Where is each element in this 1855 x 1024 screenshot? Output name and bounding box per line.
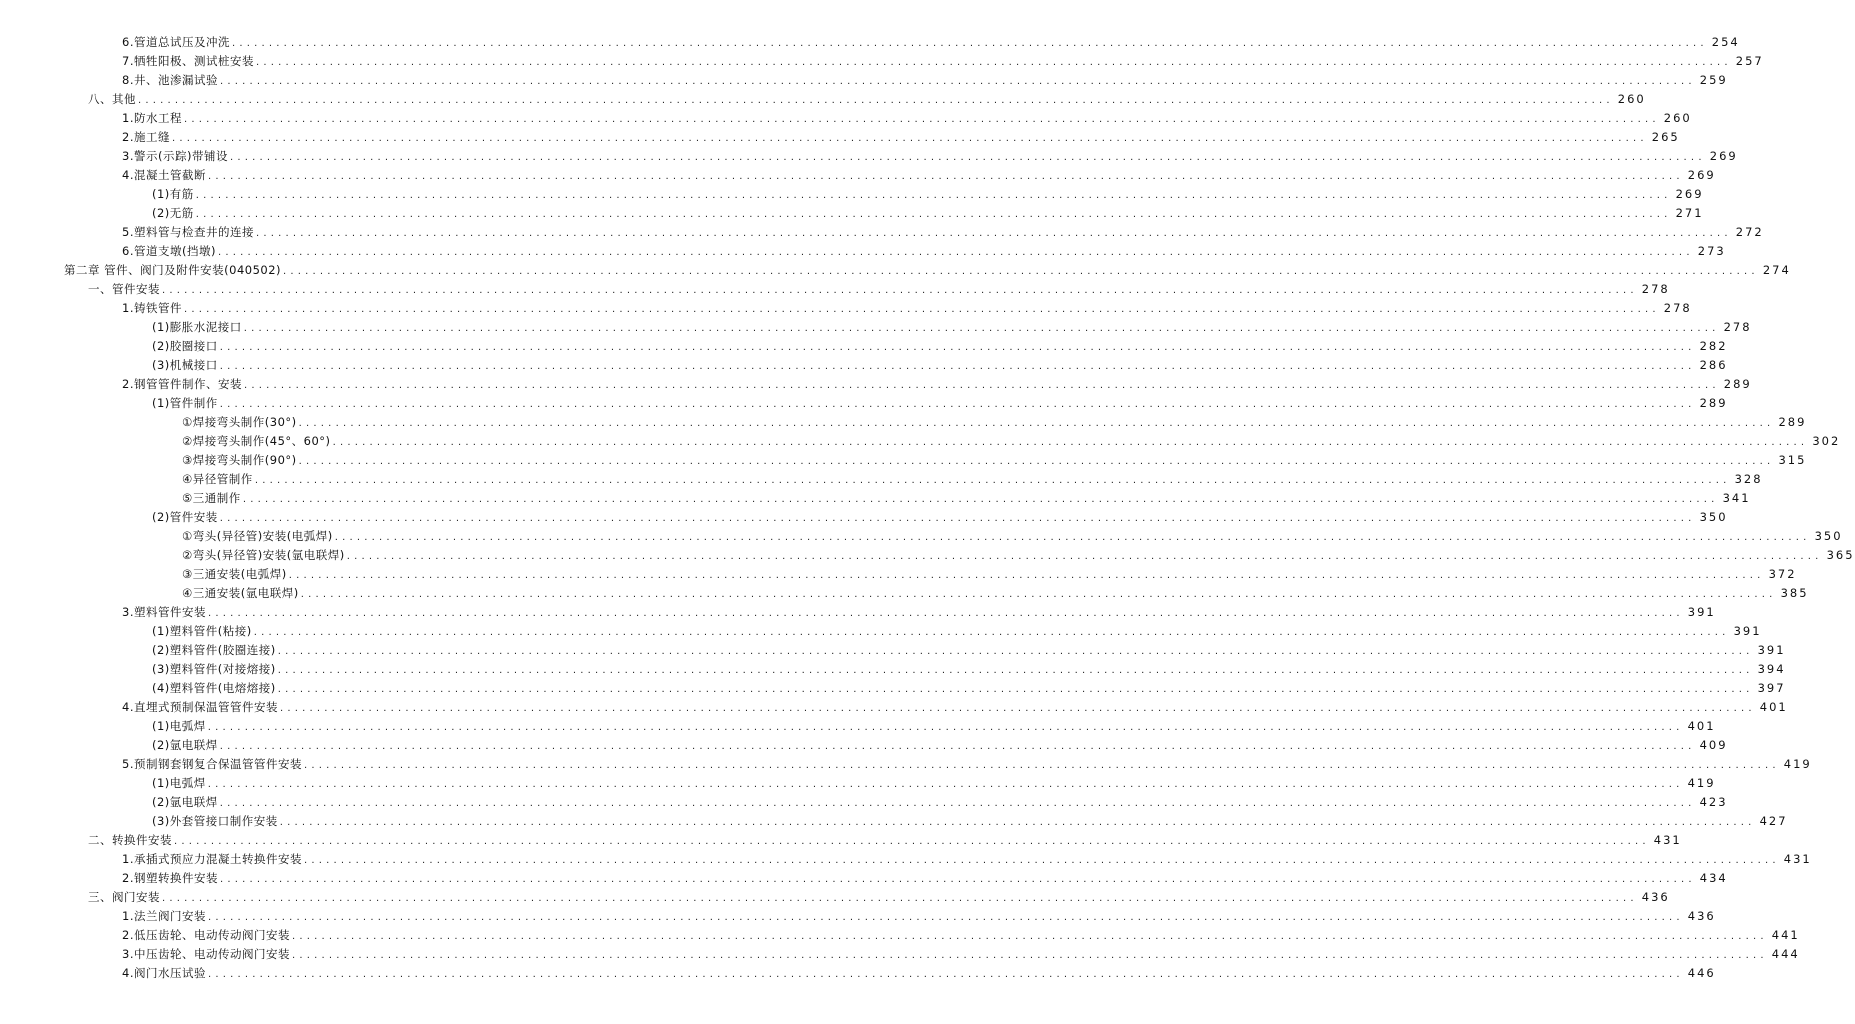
toc-entry[interactable] (0, 584, 1809, 603)
toc-entry-title: ②焊接弯头制作(45°、60°) (182, 434, 331, 448)
toc-leader-dots: ........................................................................................................................................................................................................ (254, 475, 1731, 486)
toc-entry[interactable] (0, 869, 1728, 888)
toc-entry[interactable] (0, 717, 1716, 736)
toc-page-number: 260 (1663, 111, 1692, 125)
toc-page-number: 315 (1778, 453, 1807, 467)
toc-page-number: 254 (1711, 35, 1740, 49)
toc-leader-dots: ........................................................................................................................................................................................................ (242, 494, 1719, 505)
toc-entry[interactable] (0, 641, 1786, 660)
toc-entry-title: 一、管件安装 (88, 282, 160, 296)
toc-leader-dots: ........................................................................................................................................................................................................ (219, 513, 1696, 524)
toc-entry[interactable] (0, 261, 1791, 280)
toc-page-number: 391 (1687, 605, 1716, 619)
toc-leader-dots: ........................................................................................................................................................................................................ (219, 361, 1696, 372)
toc-page-number: 365 (1826, 548, 1855, 562)
toc-entry-title: ④异径管制作 (182, 472, 253, 486)
toc-leader-dots: ........................................................................................................................................................................................................ (162, 893, 1638, 904)
toc-leader-dots: ........................................................................................................................................................................................................ (303, 760, 1780, 771)
toc-page-number: 265 (1651, 130, 1680, 144)
toc-leader-dots: ........................................................................................................................................................................................................ (219, 798, 1696, 809)
toc-leader-dots: ........................................................................................................................................................................................................ (255, 228, 1732, 239)
toc-page-number: 431 (1653, 833, 1682, 847)
toc-entry-title: 2.低压齿轮、电动传动阀门安装 (122, 928, 290, 942)
toc-leader-dots: ........................................................................................................................................................................................................ (291, 950, 1768, 961)
toc-page-number: 391 (1757, 643, 1786, 657)
toc-page-number: 419 (1783, 757, 1812, 771)
toc-entry[interactable] (0, 242, 1726, 261)
toc-leader-dots: ........................................................................................................................................................................................................ (183, 114, 1660, 125)
toc-entry[interactable] (0, 603, 1716, 622)
toc-leader-dots: ........................................................................................................................................................................................................ (207, 779, 1684, 790)
toc-entry-title: ③焊接弯头制作(90°) (182, 453, 297, 467)
toc-page-number: 282 (1699, 339, 1728, 353)
toc-page-number: 272 (1735, 225, 1764, 239)
toc-entry-title: (1)电弧焊 (152, 776, 206, 790)
toc-entry-title: 2.施工缝 (122, 130, 170, 144)
toc-leader-dots: ........................................................................................................................................................................................................ (277, 646, 1754, 657)
toc-entry-title: 4.直埋式预制保温管管件安装 (122, 700, 278, 714)
toc-entry-title: ①焊接弯头制作(30°) (182, 415, 297, 429)
toc-entry[interactable] (0, 489, 1751, 508)
toc-entry[interactable] (0, 128, 1680, 147)
toc-leader-dots: ........................................................................................................................................................................................................ (207, 912, 1684, 923)
toc-page-number: 401 (1759, 700, 1788, 714)
toc-page-number: 289 (1723, 377, 1752, 391)
toc-page-number: 278 (1723, 320, 1752, 334)
toc-leader-dots: ........................................................................................................................................................................................................ (346, 551, 1823, 562)
toc-entry[interactable] (0, 109, 1692, 128)
toc-entry[interactable] (0, 394, 1728, 413)
toc-entry[interactable] (0, 375, 1752, 394)
toc-page-number: 271 (1675, 206, 1704, 220)
toc-leader-dots: ........................................................................................................................................................................................................ (219, 874, 1696, 885)
toc-page-number: 328 (1734, 472, 1763, 486)
toc-page-number: 436 (1641, 890, 1670, 904)
toc-leader-dots: ........................................................................................................................................................................................................ (207, 608, 1684, 619)
toc-page-number: 257 (1735, 54, 1764, 68)
toc-leader-dots: ........................................................................................................................................................................................................ (277, 665, 1754, 676)
toc-entry[interactable] (0, 964, 1716, 983)
toc-entry[interactable] (0, 299, 1692, 318)
toc-page-number: 436 (1687, 909, 1716, 923)
toc-entry-title: 3.警示(示踪)带铺设 (122, 149, 228, 163)
toc-entry[interactable] (0, 204, 1704, 223)
toc-entry-title: ②弯头(异径管)安装(氩电联焊) (182, 548, 345, 562)
toc-entry-title: (3)塑料管件(对接熔接) (152, 662, 276, 676)
toc-page-number: 278 (1663, 301, 1692, 315)
toc-leader-dots: ........................................................................................................................................................................................................ (288, 570, 1765, 581)
toc-entry[interactable] (0, 33, 1740, 52)
toc-entry-title: ④三通安装(氩电联焊) (182, 586, 299, 600)
toc-entry-title: (2)胶圈接口 (152, 339, 218, 353)
toc-leader-dots: ........................................................................................................................................................................................................ (138, 95, 1614, 106)
toc-entry-title: 7.牺牲阳极、测试桩安装 (122, 54, 254, 68)
toc-page-number: 269 (1675, 187, 1704, 201)
toc-entry[interactable] (0, 223, 1764, 242)
toc-entry[interactable] (0, 888, 1670, 907)
toc-entry-title: 6.管道总试压及冲洗 (122, 35, 230, 49)
toc-entry-title: (3)机械接口 (152, 358, 218, 372)
toc-entry-title: (1)塑料管件(粘接) (152, 624, 252, 638)
toc-page-number: 434 (1699, 871, 1728, 885)
toc-leader-dots: ........................................................................................................................................................................................................ (183, 304, 1660, 315)
toc-entry[interactable] (0, 812, 1788, 831)
toc-entry-title: (1)电弧焊 (152, 719, 206, 733)
toc-entry-title: (2)氩电联焊 (152, 795, 218, 809)
toc-entry-title: 3.塑料管件安装 (122, 605, 206, 619)
toc-page-number: 289 (1699, 396, 1728, 410)
toc-page-number: 372 (1768, 567, 1797, 581)
toc-leader-dots: ........................................................................................................................................................................................................ (195, 190, 1672, 201)
toc-page-number: 391 (1733, 624, 1762, 638)
table-of-contents (0, 33, 1855, 983)
toc-entry-title: 1.铸铁管件 (122, 301, 182, 315)
toc-entry-title: 4.混凝土管截断 (122, 168, 206, 182)
toc-page-number: 278 (1641, 282, 1670, 296)
toc-page-number: 409 (1699, 738, 1728, 752)
toc-entry[interactable] (0, 850, 1812, 869)
toc-entry[interactable] (0, 508, 1728, 527)
toc-leader-dots: ........................................................................................................................................................................................................ (283, 266, 1759, 277)
toc-page-number: 397 (1757, 681, 1786, 695)
toc-leader-dots: ........................................................................................................................................................................................................ (279, 817, 1756, 828)
toc-entry-title: 1.法兰阀门安装 (122, 909, 206, 923)
toc-entry[interactable] (0, 147, 1738, 166)
toc-entry-title: (2)塑料管件(胶圈连接) (152, 643, 276, 657)
toc-page-number: 394 (1757, 662, 1786, 676)
toc-entry-title: 5.塑料管与检查井的连接 (122, 225, 254, 239)
toc-page-number: 423 (1699, 795, 1728, 809)
toc-entry-title: (1)膨胀水泥接口 (152, 320, 242, 334)
toc-leader-dots: ........................................................................................................................................................................................................ (207, 722, 1684, 733)
toc-leader-dots: ........................................................................................................................................................................................................ (229, 152, 1706, 163)
toc-leader-dots: ........................................................................................................................................................................................................ (277, 684, 1754, 695)
toc-leader-dots: ........................................................................................................................................................................................................ (219, 399, 1696, 410)
toc-entry-title: ①弯头(异径管)安装(电弧焊) (182, 529, 333, 543)
toc-entry-title: ③三通安装(电弧焊) (182, 567, 287, 581)
toc-entry-title: 6.管道支墩(挡墩) (122, 244, 216, 258)
toc-leader-dots: ........................................................................................................................................................................................................ (243, 323, 1720, 334)
toc-leader-dots: ........................................................................................................................................................................................................ (253, 627, 1730, 638)
toc-entry-title: 八、其他 (88, 92, 136, 106)
toc-page-number: 269 (1709, 149, 1738, 163)
toc-entry-title: (1)有筋 (152, 187, 194, 201)
toc-page-number: 350 (1814, 529, 1843, 543)
toc-entry-title: 1.承插式预应力混凝土转换件安装 (122, 852, 302, 866)
toc-leader-dots: ........................................................................................................................................................................................................ (231, 38, 1708, 49)
toc-entry-title: 三、阀门安装 (88, 890, 160, 904)
toc-entry-title: (4)塑料管件(电熔熔接) (152, 681, 276, 695)
toc-entry[interactable] (0, 679, 1786, 698)
toc-entry-title: 二、转换件安装 (88, 833, 172, 847)
toc-entry[interactable] (0, 337, 1728, 356)
toc-page-number: 441 (1771, 928, 1800, 942)
toc-page-number: 273 (1697, 244, 1726, 258)
toc-entry-title: ⑤三通制作 (182, 491, 241, 505)
toc-leader-dots: ........................................................................................................................................................................................................ (162, 285, 1638, 296)
toc-page-number: 259 (1699, 73, 1728, 87)
toc-entry-title: (2)无筋 (152, 206, 194, 220)
toc-leader-dots: ........................................................................................................................................................................................................ (255, 57, 1732, 68)
toc-entry[interactable] (0, 736, 1728, 755)
toc-entry-title: (1)管件制作 (152, 396, 218, 410)
toc-leader-dots: ........................................................................................................................................................................................................ (174, 836, 1650, 847)
toc-leader-dots: ........................................................................................................................................................................................................ (303, 855, 1780, 866)
toc-leader-dots: ........................................................................................................................................................................................................ (219, 76, 1696, 87)
toc-entry[interactable] (0, 318, 1752, 337)
toc-page-number: 444 (1771, 947, 1800, 961)
toc-entry-title: (2)氩电联焊 (152, 738, 218, 752)
toc-leader-dots: ........................................................................................................................................................................................................ (334, 532, 1811, 543)
toc-entry[interactable] (0, 926, 1800, 945)
toc-entry[interactable] (0, 413, 1807, 432)
toc-entry-title: 2.钢管管件制作、安装 (122, 377, 242, 391)
toc-entry[interactable] (0, 831, 1682, 850)
toc-leader-dots: ........................................................................................................................................................................................................ (243, 380, 1720, 391)
toc-entry[interactable] (0, 565, 1797, 584)
toc-entry[interactable] (0, 166, 1716, 185)
toc-entry-title: 3.中压齿轮、电动传动阀门安装 (122, 947, 290, 961)
toc-page-number: 385 (1780, 586, 1809, 600)
toc-entry[interactable] (0, 356, 1728, 375)
toc-entry[interactable] (0, 432, 1841, 451)
toc-entry-title: 2.钢塑转换件安装 (122, 871, 218, 885)
toc-leader-dots: ........................................................................................................................................................................................................ (298, 456, 1775, 467)
toc-entry[interactable] (0, 774, 1716, 793)
toc-entry[interactable] (0, 52, 1764, 71)
toc-entry[interactable] (0, 546, 1855, 565)
toc-leader-dots: ........................................................................................................................................................................................................ (332, 437, 1809, 448)
toc-leader-dots: ........................................................................................................................................................................................................ (219, 342, 1696, 353)
toc-entry[interactable] (0, 622, 1762, 641)
toc-entry[interactable] (0, 660, 1786, 679)
toc-entry[interactable] (0, 451, 1807, 470)
toc-entry[interactable] (0, 185, 1704, 204)
toc-leader-dots: ........................................................................................................................................................................................................ (279, 703, 1756, 714)
toc-page-number: 274 (1762, 263, 1791, 277)
toc-page-number: 341 (1722, 491, 1751, 505)
toc-page-number: 302 (1812, 434, 1841, 448)
toc-leader-dots: ........................................................................................................................................................................................................ (291, 931, 1768, 942)
toc-page-number: 401 (1687, 719, 1716, 733)
toc-entry-title: 第二章 管件、阀门及附件安装(040502) (64, 263, 282, 277)
toc-page-number: 289 (1778, 415, 1807, 429)
toc-entry[interactable] (0, 755, 1812, 774)
toc-leader-dots: ........................................................................................................................................................................................................ (207, 969, 1684, 980)
toc-leader-dots: ........................................................................................................................................................................................................ (207, 171, 1684, 182)
toc-entry[interactable] (0, 945, 1800, 964)
toc-entry-title: 1.防水工程 (122, 111, 182, 125)
toc-entry-title: 5.预制钢套钢复合保温管管件安装 (122, 757, 302, 771)
toc-entry[interactable] (0, 527, 1843, 546)
toc-entry[interactable] (0, 698, 1788, 717)
toc-page-number: 446 (1687, 966, 1716, 980)
toc-entry[interactable] (0, 280, 1670, 299)
toc-entry-title: 4.阀门水压试验 (122, 966, 206, 980)
toc-leader-dots: ........................................................................................................................................................................................................ (298, 418, 1775, 429)
toc-page-number: 260 (1617, 92, 1646, 106)
toc-page-number: 427 (1759, 814, 1788, 828)
toc-leader-dots: ........................................................................................................................................................................................................ (171, 133, 1648, 144)
toc-leader-dots: ........................................................................................................................................................................................................ (300, 589, 1777, 600)
toc-page-number: 269 (1687, 168, 1716, 182)
toc-entry[interactable] (0, 71, 1728, 90)
toc-leader-dots: ........................................................................................................................................................................................................ (217, 247, 1694, 258)
toc-page-number: 431 (1783, 852, 1812, 866)
toc-entry[interactable] (0, 907, 1716, 926)
toc-leader-dots: ........................................................................................................................................................................................................ (195, 209, 1672, 220)
toc-page-number: 286 (1699, 358, 1728, 372)
toc-leader-dots: ........................................................................................................................................................................................................ (219, 741, 1696, 752)
toc-page-number: 419 (1687, 776, 1716, 790)
toc-page-number: 350 (1699, 510, 1728, 524)
toc-entry[interactable] (0, 470, 1763, 489)
toc-entry[interactable] (0, 793, 1728, 812)
toc-entry-title: (2)管件安装 (152, 510, 218, 524)
toc-entry-title: (3)外套管接口制作安装 (152, 814, 278, 828)
toc-entry-title: 8.井、池渗漏试验 (122, 73, 218, 87)
toc-entry[interactable] (0, 90, 1646, 109)
